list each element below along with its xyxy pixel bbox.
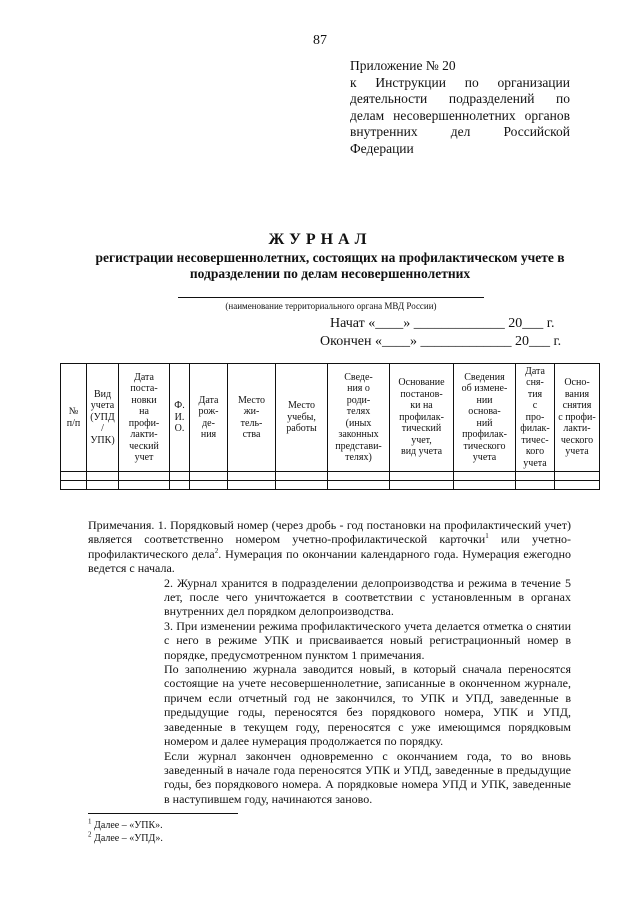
table-row — [61, 481, 600, 490]
column-header-11: Дата сня- тия с про- филак- тичес- кого учета — [516, 364, 555, 472]
journal-title: ЖУРНАЛ — [268, 231, 372, 248]
notes-section — [88, 518, 571, 806]
column-header-8: Сведе- ния о роди- телях (иных законных представи- телях) — [328, 364, 390, 472]
table-cell — [276, 481, 328, 490]
table-cell — [454, 472, 516, 481]
table-cell — [87, 472, 119, 481]
column-header-12: Осно- вания снятия с профи- лакти- ческого учета — [555, 364, 600, 472]
table-cell — [228, 481, 276, 490]
appendix-heading — [350, 58, 570, 157]
finished-date-line: Окончен «____» _____________ 20___ г. — [320, 334, 562, 349]
journal-subtitle: регистрации несовершеннолетних, состоящих на профилактическом учете в подразделении по делам несовершеннолетних — [95, 250, 565, 281]
footnote-2: $^2$ Далее – «УПД». — [88, 830, 163, 844]
table-cell — [170, 481, 190, 490]
table-cell — [555, 472, 600, 481]
column-header-3: Дата поста- новки на профи- лакти- ческий учет — [119, 364, 170, 472]
column-header-6: Место жи- тель- ства — [228, 364, 276, 472]
table-row — [61, 472, 600, 481]
table-cell — [190, 481, 228, 490]
column-header-2: Вид учета (УПД / УПК) — [87, 364, 119, 472]
column-header-7: Место учебы, работы — [276, 364, 328, 472]
note-item-3: 3. При изменении режима профилактического учета делается отметка о снятии с него в режиме УПК и присваивается новый регистрационный номер в порядке, предусмотренном пунктом 1 примечания. — [164, 618, 571, 662]
table-cell — [61, 472, 87, 481]
column-header-5: Дата рож- де- ния — [190, 364, 228, 472]
footnote-separator — [88, 813, 238, 814]
footnotes — [88, 819, 163, 845]
org-name-line — [178, 297, 484, 298]
org-name-caption: (наименование территориального органа МВД России) — [225, 301, 437, 311]
table-cell — [328, 481, 390, 490]
table-cell — [516, 481, 555, 490]
column-header-1: № п/п — [61, 364, 87, 472]
table-cell — [61, 481, 87, 490]
page-number: 87 — [313, 33, 327, 48]
table-header-row — [61, 364, 600, 472]
note-paragraph-5: Если журнал закончен одновременно с окончанием года, то во вновь заведенный в начале года переносятся УПК и УПД, заведенные в предыдущие годы, без порядкового номера. А порядковые номера УПД и УПК, заведенные в наступившем году, начинаются заново. — [164, 748, 571, 806]
note-paragraph-4: По заполнению журнала заводится новый, в который сначала переносятся состоящие на учете несовершеннолетние, записанные в оконченном журнале, причем если отчетный год не закончился, то УПК и УПД, заведенные в предыдущие годы, переносятся без порядкового номера, УПК и УПД, заведенные в текущем году, переносятся с уже имеющимся порядковым номером и далее нумерация продолжается по порядку. — [164, 662, 571, 749]
notes-label: Примечания. — [88, 518, 155, 532]
table-cell — [170, 472, 190, 481]
table-cell — [516, 472, 555, 481]
table-cell — [276, 472, 328, 481]
table-body — [61, 472, 600, 490]
appendix-body: к Инструкции по организации деятельности подразделений по делам несовершеннолетних органов внутренних дел Российской Федерации — [350, 74, 570, 156]
column-header-4: Ф. И. О. — [170, 364, 190, 472]
table-cell — [555, 481, 600, 490]
column-header-9: Основание постанов- ки на профилак- тический учет, вид учета — [390, 364, 454, 472]
table-cell — [328, 472, 390, 481]
note-item-1: 1. Порядковый номер (через дробь - год постановки на профилактический учет) является соответственно номером учетно-профилактической карточки$^1$ или учетно-профилактического дела$^2$. Нумерация по окончании календарного года. Нумерация ежегодно ведется с начала. — [88, 518, 571, 576]
table-cell — [390, 481, 454, 490]
table-cell — [454, 481, 516, 490]
started-date-line: Начат «____» _____________ 20___ г. — [330, 316, 555, 331]
table-cell — [390, 472, 454, 481]
appendix-title: Приложение № 20 — [350, 58, 456, 73]
table-cell — [119, 472, 170, 481]
table-cell — [190, 472, 228, 481]
journal-table — [60, 363, 600, 490]
table-cell — [228, 472, 276, 481]
note-item-2: 2. Журнал хранится в подразделении делопроизводства и режима в течение 5 лет, после чего уничтожается в соответствии с установленным в органах внутренних дел порядком делопроизводства. — [164, 575, 571, 619]
column-header-10: Сведения об измене- нии основа- ний профилак- тического учета — [454, 364, 516, 472]
table-cell — [119, 481, 170, 490]
footnote-1: $^1$ Далее – «УПК». — [88, 817, 163, 831]
table-cell — [87, 481, 119, 490]
